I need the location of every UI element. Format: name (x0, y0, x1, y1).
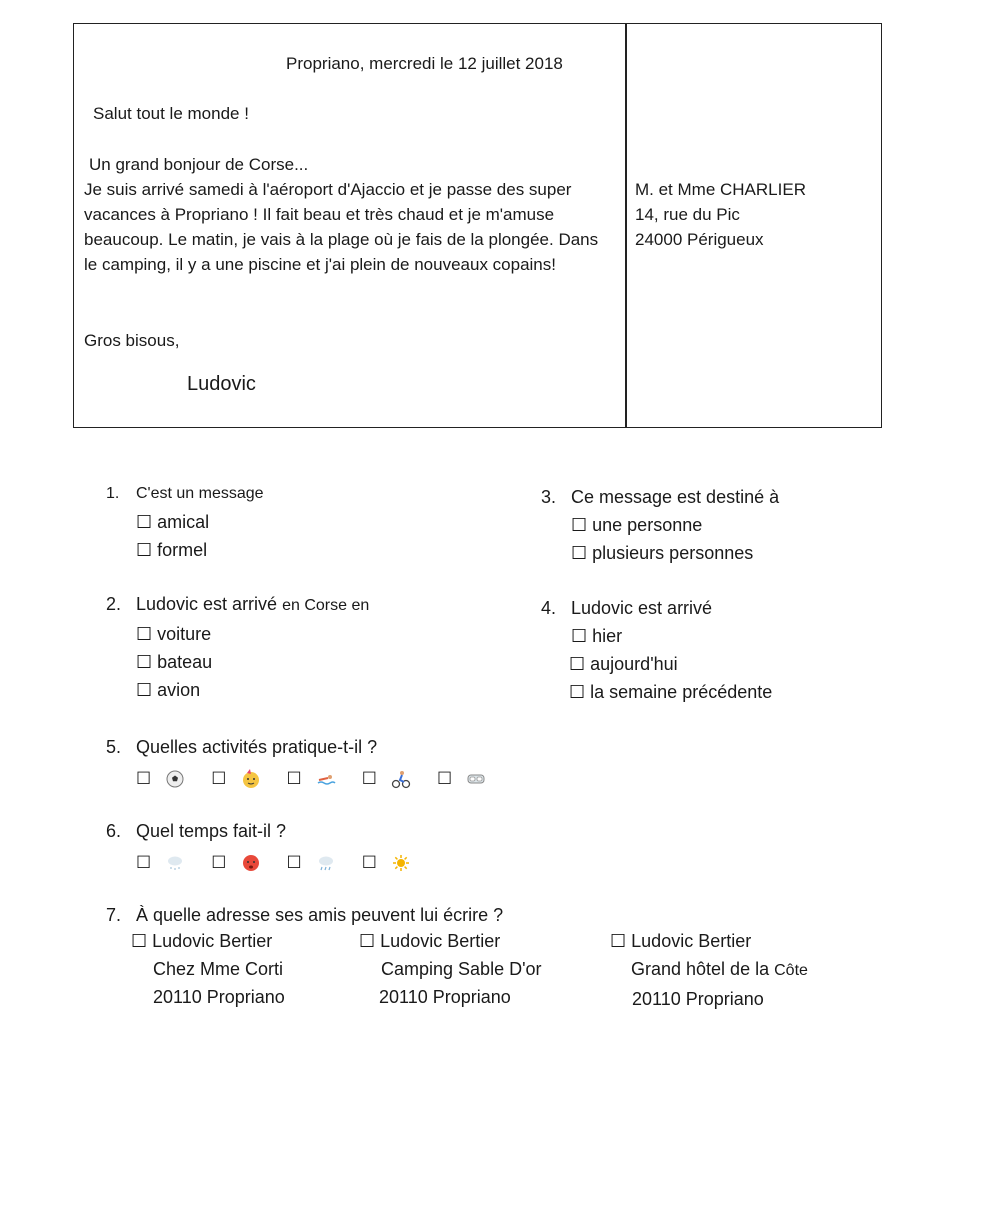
option-party[interactable] (211, 765, 260, 793)
question-number: 3. (541, 487, 557, 507)
checkbox[interactable]: ☐ (136, 540, 153, 560)
option-hier[interactable]: ☐ hier (571, 626, 623, 646)
checkbox[interactable]: ☐ (131, 931, 148, 951)
signature: Ludovic (187, 373, 256, 395)
soccer-ball-icon (165, 769, 185, 789)
option-avion[interactable]: ☐ avion (136, 680, 201, 700)
option-snow[interactable] (136, 849, 185, 877)
checkbox[interactable]: ☐ (361, 853, 377, 872)
checkbox[interactable]: ☐ (571, 543, 588, 563)
checkbox[interactable]: ☐ (136, 769, 152, 788)
weather-options (136, 849, 437, 877)
question-title: Quelles activités pratique-t-il ? (136, 737, 378, 757)
option-hot[interactable] (211, 849, 260, 877)
option-cycling[interactable] (362, 765, 411, 793)
option-swimming[interactable] (287, 765, 336, 793)
option-formel[interactable]: ☐ formel (136, 540, 208, 560)
checkbox[interactable]: ☐ (361, 769, 377, 788)
party-face-icon (241, 769, 261, 789)
question-1 (106, 480, 264, 564)
postcard (73, 23, 882, 428)
recipient-city: 24000 Périgueux (635, 230, 764, 249)
option-voiture[interactable]: ☐ voiture (136, 624, 212, 644)
checkbox[interactable]: ☐ (136, 652, 153, 672)
recipient-name: M. et Mme CHARLIER (635, 180, 806, 199)
option-plusieurs-personnes[interactable]: ☐ plusieurs personnes (571, 543, 754, 563)
address-option-3[interactable]: ☐ Ludovic Bertier Grand hôtel de la Côte 20110 Propriano (610, 931, 808, 1009)
checkbox[interactable]: ☐ (136, 512, 153, 532)
checkbox[interactable]: ☐ (286, 769, 302, 788)
option-rain[interactable] (287, 849, 336, 877)
opening-line: Un grand bonjour de Corse... (89, 155, 309, 174)
postcard-divider (625, 24, 627, 427)
question-5 (106, 733, 512, 793)
checkbox[interactable]: ☐ (569, 682, 586, 702)
address-option-1[interactable]: ☐ Ludovic Bertier Chez Mme Corti 20110 Propriano (131, 931, 285, 1007)
question-title: Quel temps fait-il ? (136, 821, 287, 841)
option-aujourdhui[interactable]: ☐ aujourd'hui (569, 654, 678, 674)
checkbox[interactable]: ☐ (211, 769, 227, 788)
question-3 (541, 483, 780, 567)
checkbox[interactable]: ☐ (136, 680, 153, 700)
checkbox[interactable]: ☐ (569, 654, 586, 674)
question-title: Ludovic est arrivé (571, 598, 713, 618)
rain-cloud-icon (316, 853, 336, 873)
diving-mask-icon (466, 769, 486, 789)
checkbox[interactable]: ☐ (359, 931, 376, 951)
question-title: Ludovic est arrivé en Corse en (136, 594, 370, 614)
question-number: 5. (106, 737, 122, 757)
recipient-street: 14, rue du Pic (635, 205, 740, 224)
message-body: Je suis arrivé samedi à l'aéroport d'Ajaccio et je passe des super vacances à Propriano ! Il fait beau et très chaud et je m'amuse beaucoup. Le matin, je vais à la plage où je fais de la plongée. Dans le camping, il y a une piscine et j'ai plein de nouveaux copains! (84, 180, 599, 274)
checkbox[interactable]: ☐ (437, 769, 453, 788)
option-bateau[interactable]: ☐ bateau (136, 652, 213, 672)
question-number: 7. (106, 905, 122, 925)
hot-face-icon (241, 853, 261, 873)
question-title: Ce message est destiné à (571, 487, 780, 507)
date-line: Propriano, mercredi le 12 juillet 2018 (286, 54, 563, 73)
question-title: À quelle adresse ses amis peuvent lui écrire ? (136, 905, 504, 925)
sun-icon (391, 853, 411, 873)
address-option-2[interactable]: ☐ Ludovic Bertier Camping Sable D'or 20110 Propriano (359, 931, 542, 1007)
question-4 (541, 594, 773, 706)
swimmer-icon (316, 769, 336, 789)
checkbox[interactable]: ☐ (136, 853, 152, 872)
question-2 (106, 590, 370, 704)
option-une-personne[interactable]: ☐ une personne (571, 515, 703, 535)
cyclist-icon (391, 769, 411, 789)
question-number: 1. (106, 485, 120, 502)
checkbox[interactable]: ☐ (286, 853, 302, 872)
question-title: C'est un message (136, 485, 264, 502)
checkbox[interactable]: ☐ (571, 515, 588, 535)
closing: Gros bisous, (84, 331, 180, 350)
checkbox[interactable]: ☐ (136, 624, 153, 644)
question-6 (106, 817, 437, 877)
checkbox[interactable]: ☐ (610, 931, 627, 951)
question-number: 4. (541, 598, 557, 618)
option-diving[interactable] (437, 765, 486, 793)
checkbox[interactable]: ☐ (571, 626, 588, 646)
question-number: 6. (106, 821, 122, 841)
snow-cloud-icon (165, 853, 185, 873)
option-semaine-precedente[interactable]: ☐ la semaine précédente (569, 682, 773, 702)
option-sun[interactable] (362, 849, 411, 877)
checkbox[interactable]: ☐ (211, 853, 227, 872)
activity-options (136, 765, 512, 793)
question-number: 2. (106, 594, 122, 614)
option-soccer[interactable] (136, 765, 185, 793)
greeting: Salut tout le monde ! (93, 104, 249, 123)
option-amical[interactable]: ☐ amical (136, 512, 210, 532)
question-7 (106, 901, 504, 929)
